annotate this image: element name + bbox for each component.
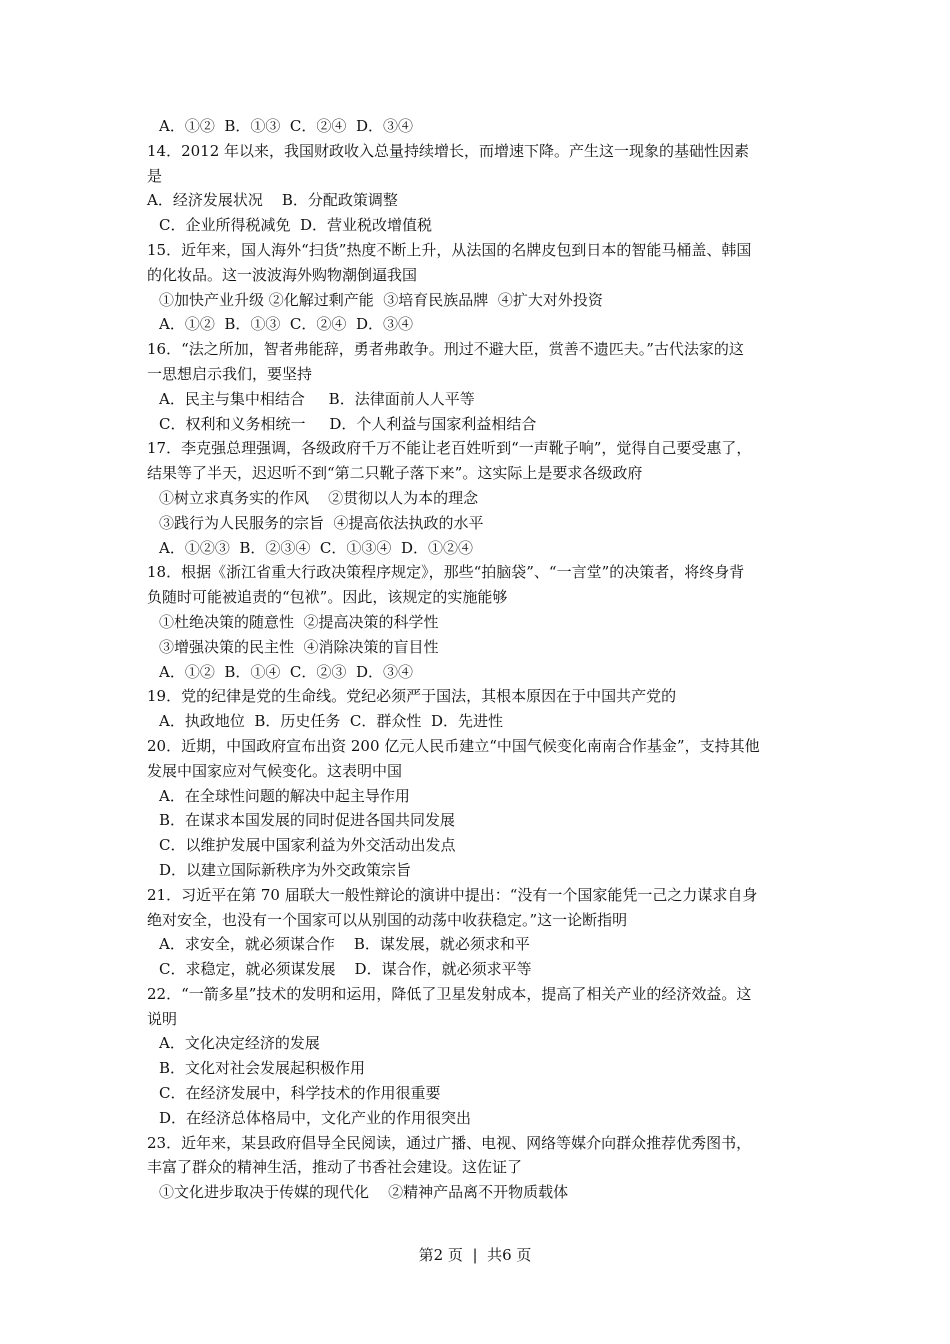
text-line: ①树立求真务实的作风 ②贯彻以人为本的理念: [159, 488, 479, 507]
text-line: A．①② B．①④ C．②③ D．③④: [159, 662, 413, 681]
text-line: 绝对安全，也没有一个国家可以从别国的动荡中收获稳定。”这一论断指明: [147, 910, 628, 929]
text-line: ①杜绝决策的随意性 ②提高决策的科学性: [159, 612, 439, 631]
text-line: 19．党的纪律是党的生命线。党纪必须严于国法，其根本原因在于中国共产党的: [147, 687, 677, 706]
text-line: ①加快产业升级 ②化解过剩产能 ③培育民族品牌 ④扩大对外投资: [159, 290, 603, 309]
text-line: C．在经济发展中，科学技术的作用很重要: [159, 1084, 441, 1103]
text-line: C．企业所得税减免 D．营业税改增值税: [159, 216, 433, 235]
text-line: C．权利和义务相统一 D．个人利益与国家利益相结合: [159, 414, 537, 433]
text-line: 23．近年来，某县政府倡导全民阅读，通过广播、电视、网络等媒介向群众推荐优秀图书，: [147, 1133, 752, 1152]
text-line: B．文化对社会发展起积极作用: [159, 1059, 366, 1078]
text-line: 18．根据《浙江省重大行政决策程序规定》，那些“拍脑袋”、“一言堂”的决策者，将终身背: [147, 563, 745, 582]
text-line: D．以建立国际新秩序为外交政策宗旨: [159, 860, 412, 879]
question-text-block: [147, 114, 817, 1205]
text-line: 一思想启示我们，要坚持: [147, 364, 313, 383]
text-line: A．①② B．①③ C．②④ D．③④: [159, 315, 413, 334]
text-line: C．以维护发展中国家利益为外交活动出发点: [159, 836, 456, 855]
text-line: 21．习近平在第 70 届联大一般性辩论的演讲中提出：“没有一个国家能凭一己之力谋求自身: [147, 885, 758, 904]
text-line: A．执政地位 B．历史任务 C．群众性 D．先进性: [159, 712, 503, 731]
text-line: A．在全球性问题的解决中起主导作用: [159, 786, 410, 805]
text-line: A．民主与集中相结合 B．法律面前人人平等: [159, 389, 475, 408]
text-line: ③践行为人民服务的宗旨 ④提高依法执政的水平: [159, 513, 484, 532]
text-line: A．经济发展状况 B．分配政策调整: [147, 191, 398, 210]
text-line: B．在谋求本国发展的同时促进各国共同发展: [159, 811, 456, 830]
text-line: ③增强决策的民主性 ④消除决策的盲目性: [159, 637, 439, 656]
text-line: D．在经济总体格局中，文化产业的作用很突出: [159, 1108, 472, 1127]
text-line: 20．近期，中国政府宣布出资 200 亿元人民币建立“中国气候变化南南合作基金”，支持其他: [147, 736, 760, 755]
text-line: 是: [147, 166, 163, 185]
text-line: 22．“一箭多星”技术的发明和运用，降低了卫星发射成本，提高了相关产业的经济效益。这: [147, 984, 752, 1003]
text-line: C．求稳定，就必须谋发展 D．谋合作，就必须求平等: [159, 960, 532, 979]
text-line: A．文化决定经济的发展: [159, 1034, 320, 1053]
text-line: 丰富了群众的精神生活，推动了书香社会建设。这佐证了: [147, 1158, 523, 1177]
text-line: ①文化进步取决于传媒的现代化 ②精神产品离不开物质载体: [159, 1183, 569, 1202]
text-line: 17．李克强总理强调，各级政府千万不能让老百姓听到“一声靴子响”，觉得自己要受惠了，: [147, 439, 752, 458]
text-line: 说明: [147, 1009, 178, 1028]
text-line: 发展中国家应对气候变化。这表明中国: [147, 761, 403, 780]
text-line: 14．2012 年以来，我国财政收入总量持续增长，而增速下降。产生这一现象的基础性因素: [147, 141, 750, 160]
text-line: A．①②③ B．②③④ C．①③④ D．①②④: [159, 538, 473, 557]
text-line: 负随时可能被追责的“包袱”。因此，该规定的实施能够: [147, 588, 508, 607]
page-footer: 第2 页 | 共6 页: [418, 1246, 532, 1264]
text-line: A．求安全，就必须谋合作 B．谋发展，就必须求和平: [159, 935, 530, 954]
text-line: 16．“法之所加，智者弗能辞，勇者弗敢争。刑过不避大臣，赏善不遗匹夫。”古代法家的这: [147, 340, 744, 359]
text-line: 结果等了半天，迟迟听不到“第二只靴子落下来”。这实际上是要求各级政府: [147, 464, 643, 483]
text-line: 15．近年来，国人海外“扫货”热度不断上升，从法国的名牌皮包到日本的智能马桶盖、韩国: [147, 240, 752, 259]
text-line: 的化妆品。这一波波海外购物潮倒逼我国: [147, 265, 418, 284]
text-line: A．①② B．①③ C．②④ D．③④: [159, 117, 413, 135]
